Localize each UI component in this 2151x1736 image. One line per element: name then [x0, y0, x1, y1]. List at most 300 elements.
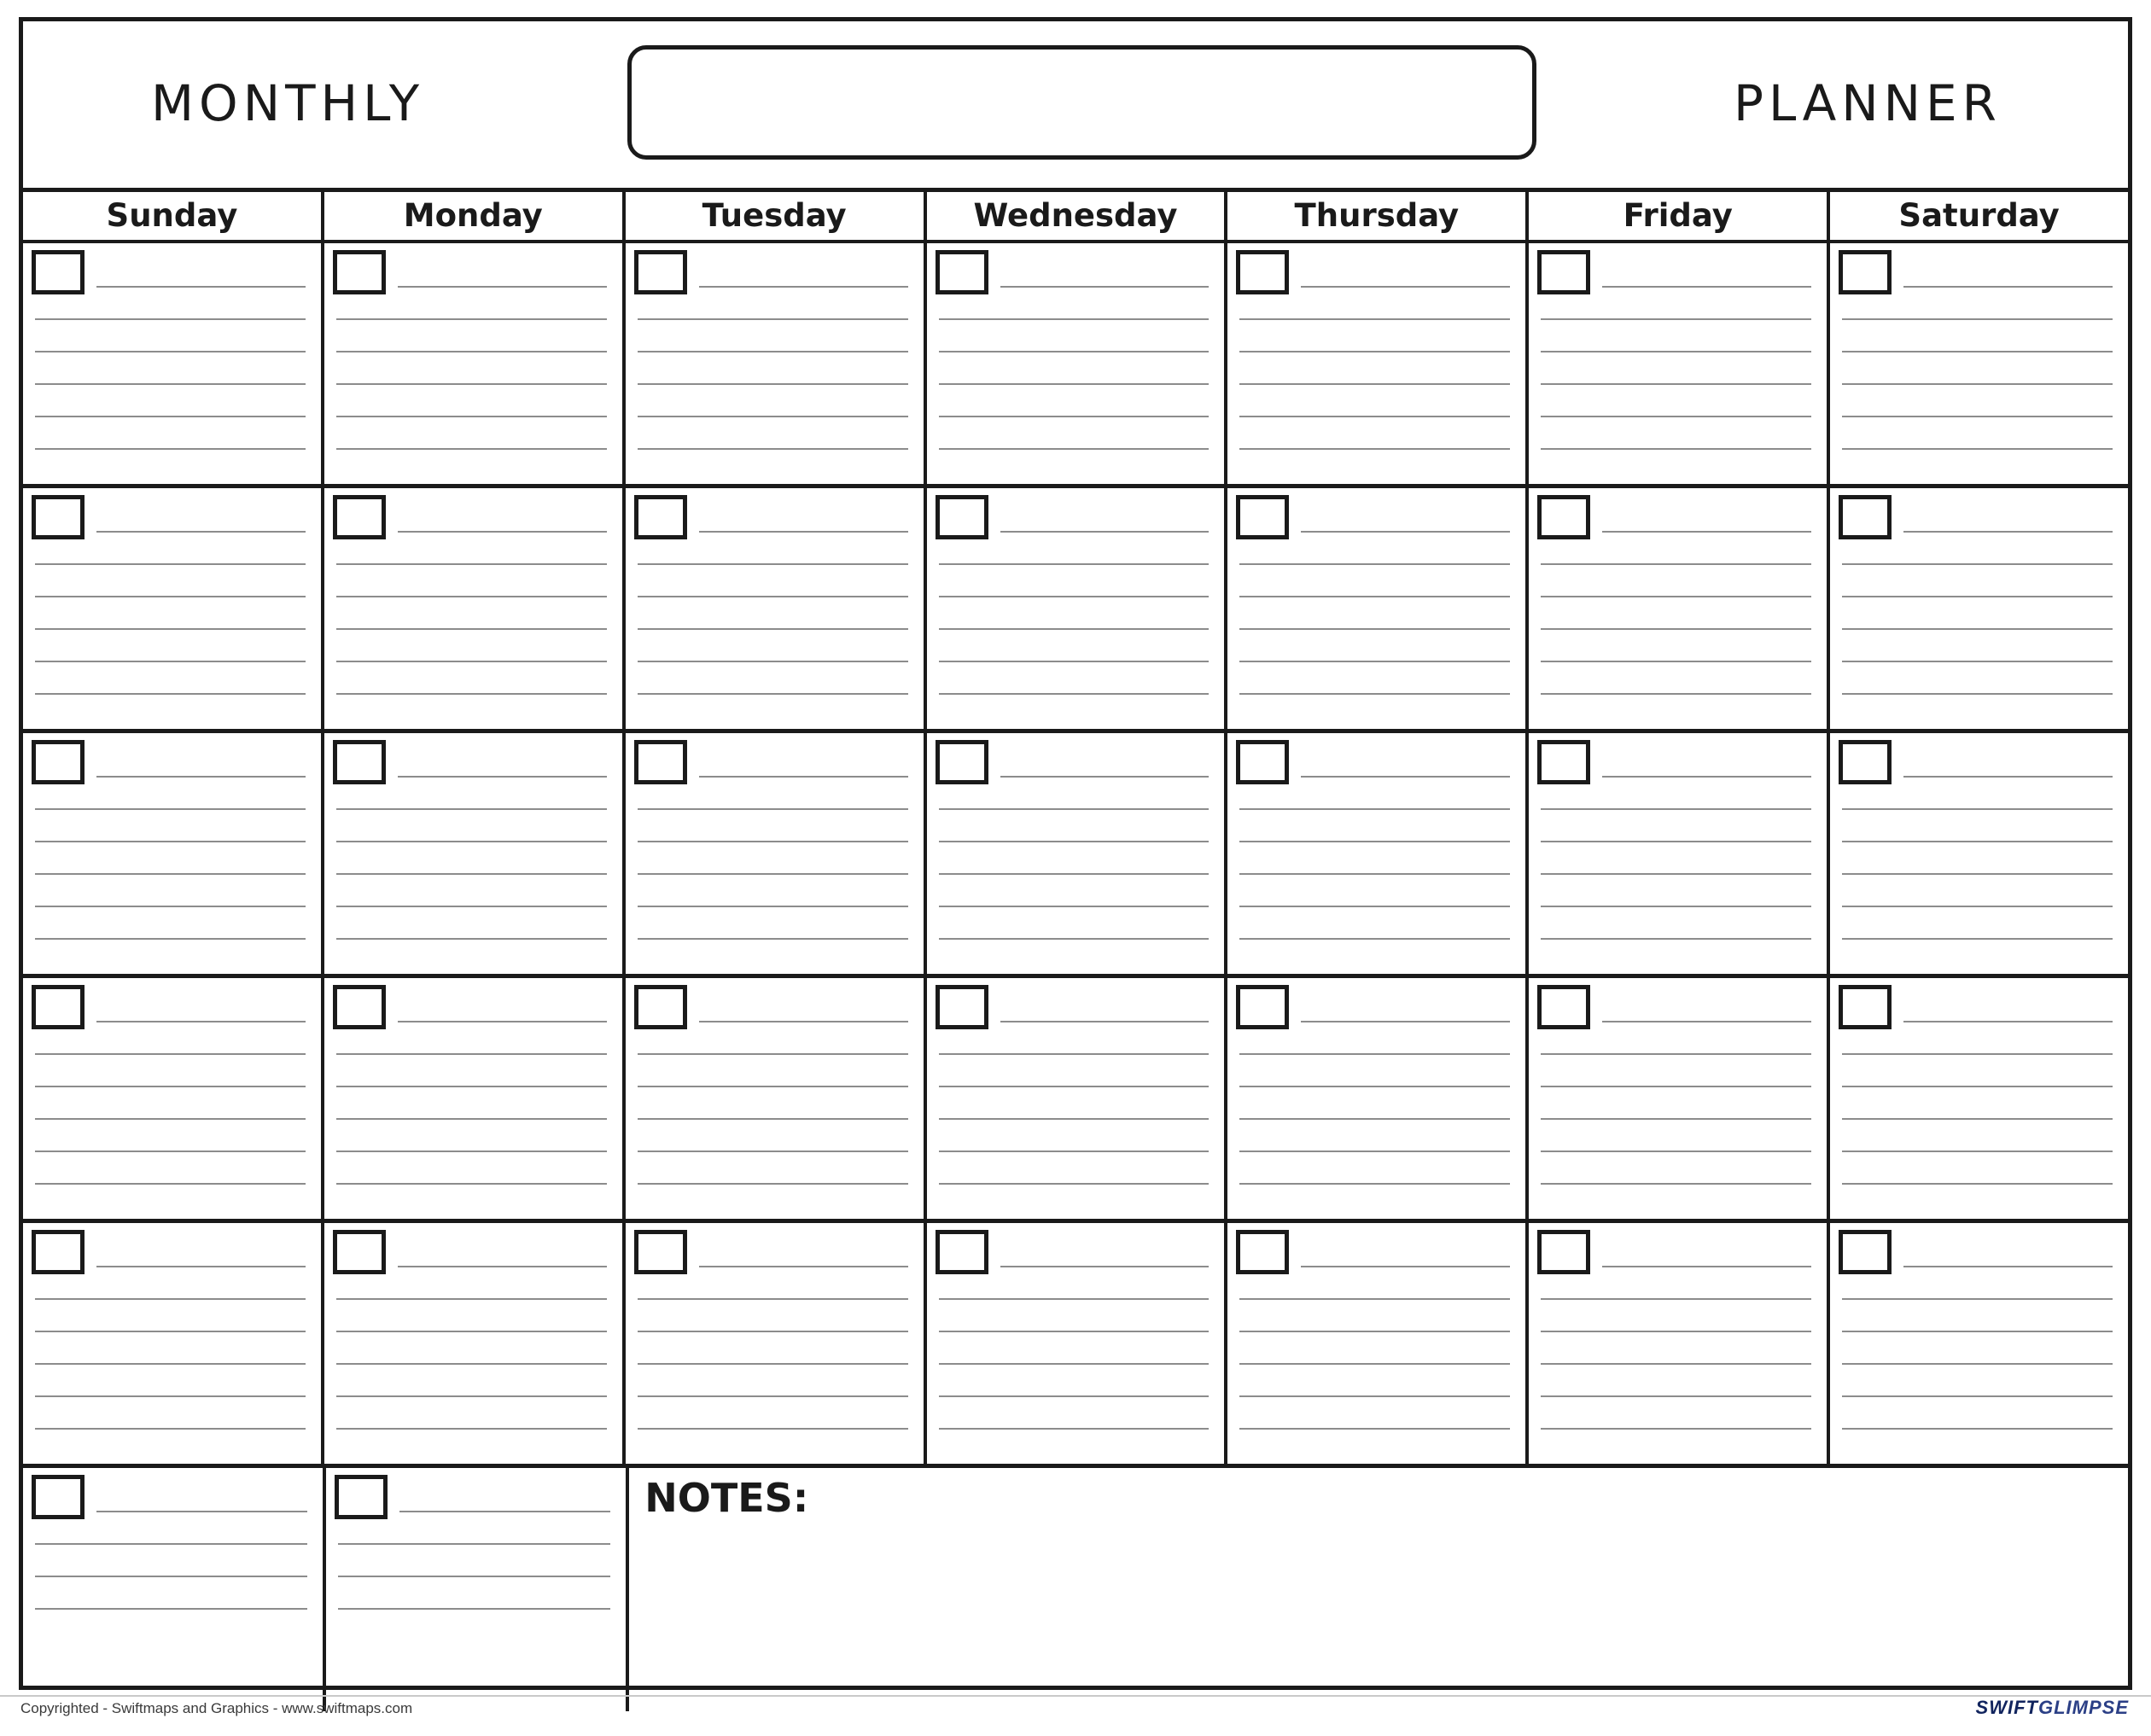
- writing-line[interactable]: [336, 416, 607, 417]
- writing-line[interactable]: [336, 693, 607, 695]
- writing-line[interactable]: [939, 1298, 1210, 1300]
- writing-line[interactable]: [1842, 1363, 2113, 1365]
- writing-line[interactable]: [699, 1266, 908, 1267]
- writing-line[interactable]: [1541, 563, 1811, 565]
- writing-line[interactable]: [35, 938, 306, 940]
- writing-line[interactable]: [1239, 448, 1510, 450]
- weekday-header-row: [23, 192, 2128, 243]
- calendar-day-cell[interactable]: [324, 733, 626, 974]
- writing-line[interactable]: [939, 1151, 1210, 1152]
- writing-line[interactable]: [638, 808, 908, 810]
- writing-lines: [1227, 1223, 1525, 1464]
- writing-line[interactable]: [1000, 531, 1210, 533]
- writing-line[interactable]: [1541, 1395, 1811, 1397]
- writing-line[interactable]: [1541, 383, 1811, 385]
- writing-line[interactable]: [1842, 1151, 2113, 1152]
- writing-lines: [23, 1223, 321, 1464]
- writing-line[interactable]: [939, 628, 1210, 630]
- writing-lines: [626, 733, 924, 974]
- writing-line[interactable]: [1541, 1183, 1811, 1185]
- writing-line[interactable]: [1541, 841, 1811, 842]
- writing-line[interactable]: [1842, 841, 2113, 842]
- calendar-week-row: [23, 978, 2128, 1223]
- writing-lines: [1830, 1223, 2128, 1464]
- writing-line[interactable]: [1239, 1363, 1510, 1365]
- writing-line[interactable]: [1842, 596, 2113, 597]
- weekday-header-thursday: Thursday: [1227, 192, 1529, 240]
- writing-line[interactable]: [1239, 693, 1510, 695]
- writing-line[interactable]: [1541, 938, 1811, 940]
- calendar-day-cell[interactable]: [1227, 733, 1529, 974]
- writing-line[interactable]: [1541, 1428, 1811, 1430]
- calendar-day-cell[interactable]: [1830, 978, 2128, 1219]
- writing-line[interactable]: [35, 563, 306, 565]
- page-title-monthly: MONTHLY: [151, 74, 425, 132]
- writing-lines: [1227, 978, 1525, 1219]
- writing-line[interactable]: [638, 318, 908, 320]
- calendar-day-cell[interactable]: [927, 733, 1228, 974]
- writing-line[interactable]: [35, 596, 306, 597]
- writing-lines: [1830, 488, 2128, 729]
- writing-line[interactable]: [1541, 416, 1811, 417]
- writing-line[interactable]: [939, 416, 1210, 417]
- notes-area[interactable]: [629, 1468, 2128, 1711]
- brand-logo-primary: SWIFT: [1975, 1697, 2038, 1718]
- brand-logo-secondary: GLIMPSE: [2037, 1697, 2129, 1718]
- writing-line[interactable]: [1541, 318, 1811, 320]
- writing-line[interactable]: [939, 563, 1210, 565]
- writing-line[interactable]: [1903, 1266, 2113, 1267]
- calendar-day-cell[interactable]: [1529, 243, 1830, 484]
- writing-line[interactable]: [1541, 906, 1811, 907]
- writing-lines: [324, 978, 622, 1219]
- calendar-day-cell[interactable]: [927, 243, 1228, 484]
- writing-line[interactable]: [939, 351, 1210, 352]
- writing-line[interactable]: [939, 1053, 1210, 1055]
- writing-line[interactable]: [1239, 661, 1510, 662]
- writing-line[interactable]: [1541, 693, 1811, 695]
- writing-line[interactable]: [96, 1511, 307, 1512]
- writing-lines: [626, 978, 924, 1219]
- writing-line[interactable]: [1541, 351, 1811, 352]
- writing-line[interactable]: [35, 808, 306, 810]
- writing-lines: [1830, 978, 2128, 1219]
- writing-lines: [927, 978, 1225, 1219]
- writing-line[interactable]: [939, 383, 1210, 385]
- writing-line[interactable]: [638, 383, 908, 385]
- calendar-week-row: [23, 733, 2128, 978]
- writing-line[interactable]: [699, 286, 908, 288]
- writing-line[interactable]: [338, 1543, 610, 1545]
- writing-line[interactable]: [939, 318, 1210, 320]
- writing-line[interactable]: [1239, 1086, 1510, 1087]
- writing-line[interactable]: [1842, 1086, 2113, 1087]
- writing-line[interactable]: [1239, 808, 1510, 810]
- writing-line[interactable]: [1842, 448, 2113, 450]
- writing-line[interactable]: [638, 1086, 908, 1087]
- writing-line[interactable]: [939, 1363, 1210, 1365]
- writing-line[interactable]: [939, 873, 1210, 875]
- writing-line[interactable]: [1842, 1118, 2113, 1120]
- writing-lines: [626, 243, 924, 484]
- writing-line[interactable]: [35, 1428, 306, 1430]
- writing-line[interactable]: [638, 628, 908, 630]
- writing-line[interactable]: [1239, 1428, 1510, 1430]
- writing-line[interactable]: [35, 1053, 306, 1055]
- writing-line[interactable]: [939, 1428, 1210, 1430]
- writing-line[interactable]: [336, 1298, 607, 1300]
- writing-line[interactable]: [1239, 563, 1510, 565]
- writing-line[interactable]: [336, 873, 607, 875]
- writing-line[interactable]: [1000, 1266, 1210, 1267]
- writing-line[interactable]: [336, 661, 607, 662]
- writing-line[interactable]: [35, 416, 306, 417]
- writing-line[interactable]: [1000, 286, 1210, 288]
- calendar-day-cell[interactable]: [1227, 1223, 1529, 1464]
- writing-line[interactable]: [336, 1395, 607, 1397]
- writing-line[interactable]: [1541, 873, 1811, 875]
- writing-line[interactable]: [638, 1183, 908, 1185]
- writing-line[interactable]: [638, 873, 908, 875]
- calendar-week-row: [23, 488, 2128, 733]
- writing-line[interactable]: [35, 693, 306, 695]
- writing-line[interactable]: [638, 1298, 908, 1300]
- writing-line[interactable]: [1602, 286, 1811, 288]
- writing-line[interactable]: [638, 1395, 908, 1397]
- writing-line[interactable]: [96, 286, 306, 288]
- calendar-day-cell[interactable]: [1227, 488, 1529, 729]
- writing-line[interactable]: [1903, 286, 2113, 288]
- writing-line[interactable]: [336, 1331, 607, 1332]
- writing-line[interactable]: [336, 938, 607, 940]
- writing-line[interactable]: [1541, 1151, 1811, 1152]
- writing-line[interactable]: [1842, 351, 2113, 352]
- writing-line[interactable]: [638, 1363, 908, 1365]
- writing-line[interactable]: [336, 1053, 607, 1055]
- writing-line[interactable]: [638, 1053, 908, 1055]
- writing-line[interactable]: [336, 1118, 607, 1120]
- writing-line[interactable]: [336, 1183, 607, 1185]
- calendar-day-cell[interactable]: [326, 1468, 629, 1711]
- writing-line[interactable]: [1239, 841, 1510, 842]
- writing-lines: [324, 243, 622, 484]
- writing-line[interactable]: [638, 416, 908, 417]
- writing-line[interactable]: [1903, 531, 2113, 533]
- writing-line[interactable]: [1239, 628, 1510, 630]
- writing-line[interactable]: [1842, 906, 2113, 907]
- writing-line[interactable]: [699, 531, 908, 533]
- writing-line[interactable]: [1239, 1118, 1510, 1120]
- writing-line[interactable]: [338, 1576, 610, 1577]
- calendar-day-cell[interactable]: [927, 1223, 1228, 1464]
- writing-line[interactable]: [336, 906, 607, 907]
- writing-line[interactable]: [1842, 693, 2113, 695]
- writing-line[interactable]: [1541, 808, 1811, 810]
- writing-line[interactable]: [1541, 1053, 1811, 1055]
- writing-lines: [1529, 733, 1827, 974]
- writing-line[interactable]: [939, 808, 1210, 810]
- writing-line[interactable]: [35, 1576, 307, 1577]
- writing-line[interactable]: [638, 563, 908, 565]
- writing-line[interactable]: [336, 1428, 607, 1430]
- writing-line[interactable]: [1239, 1053, 1510, 1055]
- brand-logo: [1976, 1697, 2129, 1719]
- writing-line[interactable]: [1842, 383, 2113, 385]
- writing-line[interactable]: [398, 776, 607, 778]
- writing-line[interactable]: [1239, 318, 1510, 320]
- calendar-day-cell[interactable]: [1227, 978, 1529, 1219]
- writing-lines: [1529, 488, 1827, 729]
- writing-line[interactable]: [398, 531, 607, 533]
- writing-line[interactable]: [638, 938, 908, 940]
- weekday-header-saturday: Saturday: [1898, 197, 2060, 234]
- calendar-day-cell[interactable]: [23, 488, 324, 729]
- writing-line[interactable]: [336, 318, 607, 320]
- calendar-day-cell[interactable]: [23, 978, 324, 1219]
- writing-line[interactable]: [1541, 448, 1811, 450]
- calendar-day-cell[interactable]: [1529, 733, 1830, 974]
- writing-line[interactable]: [336, 383, 607, 385]
- writing-line[interactable]: [336, 448, 607, 450]
- writing-line[interactable]: [399, 1511, 610, 1512]
- writing-lines: [324, 488, 622, 729]
- calendar-day-cell[interactable]: [927, 488, 1228, 729]
- writing-line[interactable]: [35, 1183, 306, 1185]
- writing-line[interactable]: [35, 906, 306, 907]
- footer-copyright: Copyrighted - Swiftmaps and Graphics - www.swiftmaps.com: [20, 1700, 413, 1716]
- writing-line[interactable]: [96, 776, 306, 778]
- calendar-day-cell[interactable]: [626, 733, 927, 974]
- writing-line[interactable]: [638, 1428, 908, 1430]
- writing-line[interactable]: [336, 351, 607, 352]
- writing-line[interactable]: [35, 1331, 306, 1332]
- writing-line[interactable]: [939, 1183, 1210, 1185]
- writing-line[interactable]: [338, 1608, 610, 1610]
- writing-line[interactable]: [638, 1118, 908, 1120]
- writing-line[interactable]: [939, 596, 1210, 597]
- writing-line[interactable]: [1541, 1118, 1811, 1120]
- writing-line[interactable]: [35, 351, 306, 352]
- writing-line[interactable]: [35, 1151, 306, 1152]
- writing-lines: [626, 488, 924, 729]
- writing-line[interactable]: [336, 1363, 607, 1365]
- writing-line[interactable]: [1239, 1331, 1510, 1332]
- calendar-day-cell[interactable]: [23, 1223, 324, 1464]
- writing-line[interactable]: [939, 1086, 1210, 1087]
- writing-line[interactable]: [398, 1021, 607, 1022]
- writing-line[interactable]: [96, 1266, 306, 1267]
- calendar-day-cell[interactable]: [626, 243, 927, 484]
- writing-line[interactable]: [1239, 1151, 1510, 1152]
- writing-line[interactable]: [638, 1331, 908, 1332]
- calendar-day-cell[interactable]: [626, 1223, 927, 1464]
- weekday-header-sunday: Sunday: [23, 192, 324, 240]
- writing-line[interactable]: [35, 628, 306, 630]
- writing-line[interactable]: [1842, 1053, 2113, 1055]
- calendar-day-cell[interactable]: [1529, 488, 1830, 729]
- writing-line[interactable]: [1541, 628, 1811, 630]
- writing-line[interactable]: [1903, 1021, 2113, 1022]
- writing-line[interactable]: [336, 1086, 607, 1087]
- writing-line[interactable]: [35, 1086, 306, 1087]
- writing-line[interactable]: [1541, 1363, 1811, 1365]
- writing-line[interactable]: [1301, 1266, 1510, 1267]
- writing-line[interactable]: [1239, 351, 1510, 352]
- writing-line[interactable]: [638, 661, 908, 662]
- calendar-day-cell[interactable]: [324, 488, 626, 729]
- writing-line[interactable]: [1541, 1331, 1811, 1332]
- writing-line[interactable]: [35, 1298, 306, 1300]
- writing-line[interactable]: [336, 596, 607, 597]
- writing-line[interactable]: [336, 841, 607, 842]
- writing-line[interactable]: [638, 693, 908, 695]
- writing-line[interactable]: [1842, 416, 2113, 417]
- writing-line[interactable]: [1301, 286, 1510, 288]
- writing-line[interactable]: [1842, 318, 2113, 320]
- calendar-day-cell[interactable]: [1529, 1223, 1830, 1464]
- calendar-day-cell[interactable]: [927, 978, 1228, 1219]
- writing-line[interactable]: [939, 1331, 1210, 1332]
- writing-line[interactable]: [638, 841, 908, 842]
- calendar-day-cell[interactable]: [1529, 978, 1830, 1219]
- writing-line[interactable]: [1903, 776, 2113, 778]
- writing-line[interactable]: [1239, 906, 1510, 907]
- writing-line[interactable]: [939, 1118, 1210, 1120]
- writing-line[interactable]: [35, 1118, 306, 1120]
- writing-line[interactable]: [35, 841, 306, 842]
- writing-line[interactable]: [1301, 1021, 1510, 1022]
- writing-line[interactable]: [336, 1151, 607, 1152]
- writing-line[interactable]: [1842, 563, 2113, 565]
- month-name-field[interactable]: [627, 45, 1536, 160]
- writing-line[interactable]: [96, 1021, 306, 1022]
- writing-line[interactable]: [1000, 776, 1210, 778]
- writing-line[interactable]: [35, 383, 306, 385]
- writing-line[interactable]: [939, 841, 1210, 842]
- writing-line[interactable]: [638, 351, 908, 352]
- writing-lines: [324, 1223, 622, 1464]
- writing-line[interactable]: [1842, 661, 2113, 662]
- writing-line[interactable]: [638, 448, 908, 450]
- calendar-day-cell[interactable]: [23, 733, 324, 974]
- writing-line[interactable]: [35, 1395, 306, 1397]
- writing-line[interactable]: [96, 531, 306, 533]
- writing-line[interactable]: [1602, 1266, 1811, 1267]
- writing-line[interactable]: [1541, 661, 1811, 662]
- writing-line[interactable]: [1239, 1183, 1510, 1185]
- writing-line[interactable]: [35, 873, 306, 875]
- writing-line[interactable]: [1239, 416, 1510, 417]
- writing-line[interactable]: [398, 1266, 607, 1267]
- writing-lines: [1227, 488, 1525, 729]
- calendar-day-cell[interactable]: [1830, 733, 2128, 974]
- writing-line[interactable]: [1602, 531, 1811, 533]
- calendar-week-row: [23, 1468, 2128, 1711]
- writing-line[interactable]: [1239, 1395, 1510, 1397]
- writing-lines: [1227, 733, 1525, 974]
- calendar-day-cell[interactable]: [23, 243, 324, 484]
- writing-line[interactable]: [1239, 383, 1510, 385]
- writing-line[interactable]: [1239, 596, 1510, 597]
- calendar-week-row: [23, 243, 2128, 488]
- calendar-day-cell[interactable]: [1830, 488, 2128, 729]
- writing-line[interactable]: [35, 661, 306, 662]
- writing-line[interactable]: [1842, 1183, 2113, 1185]
- calendar-day-cell[interactable]: [1830, 1223, 2128, 1464]
- writing-line[interactable]: [398, 286, 607, 288]
- writing-line[interactable]: [1842, 1428, 2113, 1430]
- writing-line[interactable]: [1239, 873, 1510, 875]
- writing-line[interactable]: [638, 1151, 908, 1152]
- writing-lines: [1830, 733, 2128, 974]
- writing-line[interactable]: [939, 938, 1210, 940]
- weekday-header-friday: Friday: [1529, 192, 1830, 240]
- writing-line[interactable]: [1842, 1395, 2113, 1397]
- writing-line[interactable]: [699, 776, 908, 778]
- calendar-day-cell[interactable]: [1830, 243, 2128, 484]
- writing-line[interactable]: [1842, 628, 2113, 630]
- writing-line[interactable]: [638, 596, 908, 597]
- calendar-day-cell[interactable]: [23, 1468, 326, 1711]
- writing-line[interactable]: [336, 808, 607, 810]
- weekday-header-monday: Monday: [324, 192, 626, 240]
- writing-line[interactable]: [336, 563, 607, 565]
- writing-lines: [1529, 243, 1827, 484]
- writing-line[interactable]: [939, 906, 1210, 907]
- calendar-day-cell[interactable]: [324, 978, 626, 1219]
- writing-line[interactable]: [35, 1608, 307, 1610]
- writing-line[interactable]: [1301, 531, 1510, 533]
- writing-line[interactable]: [1541, 596, 1811, 597]
- writing-lines: [927, 243, 1225, 484]
- writing-line[interactable]: [35, 1543, 307, 1545]
- writing-line[interactable]: [699, 1021, 908, 1022]
- writing-line[interactable]: [1541, 1298, 1811, 1300]
- writing-line[interactable]: [35, 318, 306, 320]
- writing-line[interactable]: [939, 1395, 1210, 1397]
- calendar-day-cell[interactable]: [626, 488, 927, 729]
- writing-line[interactable]: [1301, 776, 1510, 778]
- writing-line[interactable]: [638, 906, 908, 907]
- writing-line[interactable]: [336, 628, 607, 630]
- writing-lines: [324, 733, 622, 974]
- calendar-day-cell[interactable]: [324, 1223, 626, 1464]
- calendar-day-cell[interactable]: [1227, 243, 1529, 484]
- writing-line[interactable]: [1842, 1298, 2113, 1300]
- writing-line[interactable]: [1842, 938, 2113, 940]
- writing-line[interactable]: [1842, 873, 2113, 875]
- writing-line[interactable]: [1602, 776, 1811, 778]
- writing-line[interactable]: [35, 1363, 306, 1365]
- calendar-day-cell[interactable]: [324, 243, 626, 484]
- writing-lines: [1227, 243, 1525, 484]
- calendar-week-row: [23, 1223, 2128, 1468]
- writing-line[interactable]: [939, 661, 1210, 662]
- writing-line[interactable]: [1541, 1086, 1811, 1087]
- writing-lines: [23, 1468, 323, 1711]
- writing-line[interactable]: [1239, 938, 1510, 940]
- writing-line[interactable]: [1602, 1021, 1811, 1022]
- calendar-day-cell[interactable]: [626, 978, 927, 1219]
- writing-line[interactable]: [1000, 1021, 1210, 1022]
- writing-line[interactable]: [35, 448, 306, 450]
- writing-line[interactable]: [939, 448, 1210, 450]
- writing-line[interactable]: [1239, 1298, 1510, 1300]
- footer-divider: [0, 1695, 2151, 1697]
- writing-line[interactable]: [1842, 1331, 2113, 1332]
- writing-line[interactable]: [939, 693, 1210, 695]
- writing-line[interactable]: [1842, 808, 2113, 810]
